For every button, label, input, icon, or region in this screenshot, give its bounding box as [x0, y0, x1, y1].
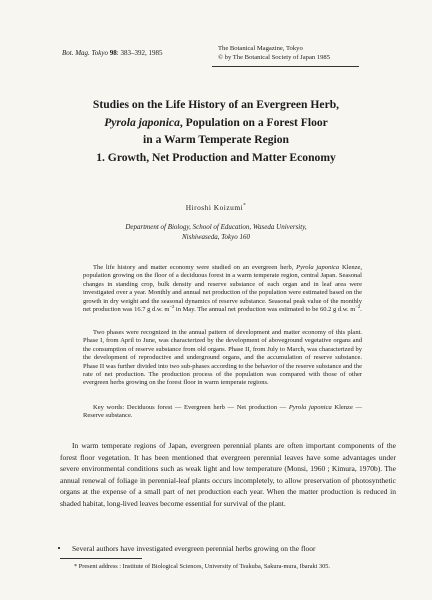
title-line-2: [30, 114, 402, 132]
unit-exponent: −2: [355, 303, 361, 309]
affiliation-line-1: Department of Biology, School of Education, Waseda University,: [125, 223, 307, 231]
abstract-text: in May. The annual net production was estimated to be 60.2 g d.w. m: [174, 306, 356, 314]
affiliation: [40, 222, 392, 242]
title-species-name: Pyrola japonica: [104, 115, 180, 129]
abstract-text: The life history and matter economy were studied on an evergreen herb,: [93, 264, 297, 271]
keywords: [83, 404, 362, 421]
affiliation-line-2: Nishiwaseda, Tokyo 160: [182, 233, 250, 241]
publisher-line-1: The Botanical Magazine, Tokyo: [218, 45, 303, 52]
title-line-1: Studies on the Life History of an Evergreen Herb,: [92, 98, 340, 111]
journal-volume: 98: [109, 49, 117, 57]
title-line-4: 1. Growth, Net Production and Matter Economy: [96, 150, 336, 164]
abstract-paragraph-1: [83, 264, 362, 314]
footnote-mark: *: [74, 563, 78, 570]
title-line-3: in a Warm Temperate Region: [143, 133, 289, 147]
publisher-notice: [212, 43, 359, 67]
body-text: In warm temperate regions of Japan, evergreen perennial plants are often important components of the forest floor vegetation. It has been mentioned that evergreen perennial leaves have some advantages under severe environmental conditions such as weak light and low temperature (Monsi, 1960 ; Kimura, 1970b). The annual renewal of foliage in perennial-leaf plants occurs incompletely, to allow preservation of photosynthetic organs at the expense of a small part of net production each year. When the matter production is reduced in shaded habitat, long-lived leaves become essential for survival of the plant.: [60, 441, 396, 508]
author-name: Hiroshi Koizumi: [185, 203, 244, 212]
abstract-text: Two phases were recognized in the annual pattern of development and matter economy of this plant. Phase I, from April to June, was characterized by the development of aboveground vegetative organs and the consumption of reserve substance from old organs. Phase II, from July to March, was characterized by the development of reproductive and underground organs, and the accumulation of reserve substance. Phase II was further divided into two sub-phases according to the behavior of the reserve substance and the rate of net production. The production process of the population was compared with those of other evergreen herbs growing on the forest floor in warm temperate regions.: [83, 329, 362, 387]
paper-title: [30, 96, 402, 166]
abstract-paragraph-2: [83, 329, 362, 388]
unit-exponent: −2: [169, 303, 175, 309]
journal-citation: [62, 49, 162, 57]
abstract-species-name: Pyrola japonica: [296, 264, 340, 271]
author-line: [0, 203, 432, 212]
body-paragraph-2: [60, 543, 396, 555]
body-text: Several authors have investigated evergreen perennial herbs growing on the floor: [72, 544, 316, 553]
keywords-text: Key words: Deciduous forest — Evergreen herb — Net production —: [93, 404, 289, 411]
keywords-text: Klenze — Reserve substance.: [83, 404, 363, 420]
title-line-2-rest: , Population on a Forest Floor: [179, 115, 328, 129]
abstract-text: .: [360, 306, 362, 314]
footnote-text: Present address : Institute of Biological Sciences, University of Tsukuba, Sakura-mura, Ibaraki 305.: [77, 563, 330, 570]
journal-name: Bot. Mag. Tokyo: [62, 49, 109, 57]
abstract-text: Klenze, population growing on the floor of a deciduous forest in a warm temperate region, central Japan. Seasonal changes in standing crop, bulk density and reserve substance of each organ and in leaf area were investigated over a year. Monthly and annual net production of the population were estimated based on the growth in dry weight and the seasonal dynamics of reserve substance. Seasonal peak value of the monthly net production was 16.7 g d.w. m: [83, 264, 363, 314]
footnote: [60, 562, 396, 571]
body-paragraph-1: [60, 440, 396, 509]
footnote-divider: [60, 558, 142, 559]
keywords-species-name: Pyrola japonica: [288, 404, 332, 411]
author-footnote-mark: *: [243, 202, 247, 209]
journal-pages: : 383–392, 1985: [116, 49, 163, 57]
copyright-line: © by The Botanical Society of Japan 1985: [218, 54, 331, 61]
